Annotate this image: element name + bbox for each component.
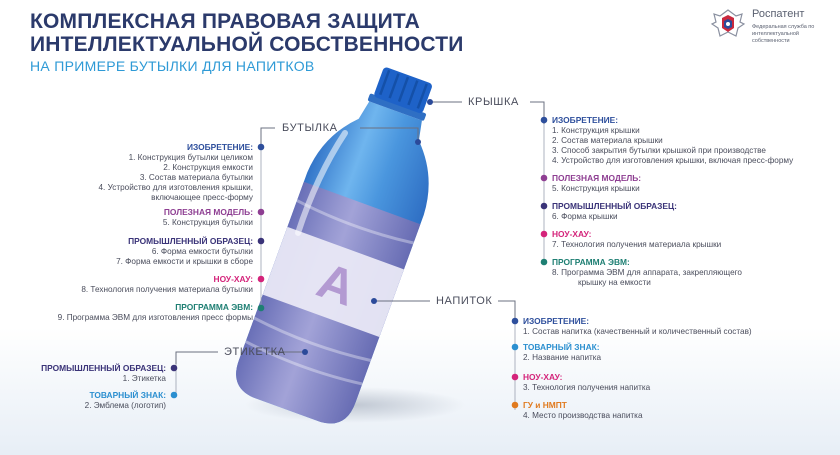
- group-heading: ИЗОБРЕТЕНИЕ:: [552, 115, 619, 125]
- section-label-bottle: БУТЫЛКА: [282, 122, 338, 134]
- section-label-label: ЭТИКЕТКА: [224, 346, 286, 358]
- drink-group-trademark: [523, 342, 823, 363]
- group-heading: ПРОГРАММА ЭВМ:: [552, 257, 630, 267]
- bottle-group-know-how: [33, 274, 253, 295]
- list-item: включающее пресс-форму: [151, 193, 253, 203]
- title-line-2: ИНТЕЛЛЕКТУАЛЬНОЙ СОБСТВЕННОСТИ: [30, 33, 464, 56]
- subtitle: НА ПРИМЕРЕ БУТЫЛКИ ДЛЯ НАПИТКОВ: [30, 58, 315, 74]
- list-item: 3. Состав материала бутылки: [139, 172, 253, 182]
- list-item: крышку на емкости: [578, 277, 651, 287]
- bottle-group-industrial-design: [53, 236, 253, 267]
- list-item: 2. Название напитка: [523, 352, 602, 362]
- list-item: 1. Состав напитка (качественный и количественный состав): [523, 326, 752, 336]
- group-heading: НОУ-ХАУ:: [552, 229, 592, 239]
- cap-group-invention: [552, 115, 832, 166]
- bottle-group-invention: [53, 142, 253, 204]
- group-heading: НОУ-ХАУ:: [523, 372, 563, 382]
- list-item: 4. Место производства напитка: [523, 410, 643, 420]
- group-heading: ПРОМЫШЛЕННЫЙ ОБРАЗЕЦ:: [552, 201, 677, 211]
- group-heading: ПРОМЫШЛЕННЫЙ ОБРАЗЕЦ:: [128, 236, 253, 246]
- list-item: 9. Программа ЭВМ для изготовления пресс формы: [57, 312, 253, 322]
- group-heading: ПОЛЕЗНАЯ МОДЕЛЬ:: [163, 207, 253, 217]
- list-item: 3. Способ закрытия бутылки крышкой при производстве: [552, 145, 766, 155]
- drink-group-geo-indication: [523, 400, 823, 421]
- logo-description: Федеральная служба по интеллектуальной собственности: [752, 24, 815, 44]
- list-item: 8. Технология получения материала бутылки: [81, 284, 253, 294]
- cap-group-industrial-design: [552, 201, 832, 222]
- list-item: 4. Устройство для изготовления крышки,: [98, 183, 253, 193]
- logo-name: Роспатент: [752, 8, 805, 20]
- group-heading: ПРОМЫШЛЕННЫЙ ОБРАЗЕЦ:: [41, 363, 166, 373]
- group-heading: ТОВАРНЫЙ ЗНАК:: [89, 390, 166, 400]
- section-label-cap: КРЫШКА: [468, 96, 519, 108]
- list-item: 1. Конструкция крышки: [552, 125, 640, 135]
- title-line-1: КОМПЛЕКСНАЯ ПРАВОВАЯ ЗАЩИТА: [30, 10, 420, 33]
- label-group-industrial-design: [6, 363, 166, 384]
- list-item: 6. Форма крышки: [552, 211, 618, 221]
- list-item: 5. Конструкция крышки: [552, 183, 640, 193]
- list-item: 2. Конструкция емкости: [163, 162, 253, 172]
- group-heading: ПРОГРАММА ЭВМ:: [175, 302, 253, 312]
- cap-group-utility-model: [552, 173, 832, 194]
- list-item: 6. Форма емкости бутылки: [151, 246, 253, 256]
- list-item: 8. Программа ЭВМ для аппарата, закрепляющего: [552, 267, 742, 277]
- bottle-label-mark: А: [310, 251, 364, 317]
- list-item: 4. Устройство для изготовления крышки, включая пресс-форму: [552, 156, 794, 166]
- label-group-trademark: [6, 390, 166, 411]
- group-heading: ТОВАРНЫЙ ЗНАК:: [523, 342, 600, 352]
- cap-group-know-how: [552, 229, 832, 250]
- list-item: 7. Технология получения материала крышки: [552, 239, 722, 249]
- list-item: 2. Эмблема (логотип): [84, 400, 166, 410]
- bottle-illustration: [229, 54, 467, 431]
- section-label-drink: НАПИТОК: [436, 295, 493, 307]
- group-heading: ИЗОБРЕТЕНИЕ:: [186, 142, 253, 152]
- drink-group-invention: [523, 316, 823, 337]
- drink-group-know-how: [523, 372, 823, 393]
- bottle-group-software: [13, 302, 253, 323]
- group-heading: ГУ и НМПТ: [523, 400, 567, 410]
- list-item: 1. Конструкция бутылки целиком: [128, 152, 253, 162]
- list-item: 7. Форма емкости и крышки в сборе: [116, 256, 253, 266]
- list-item: 2. Состав материала крышки: [552, 135, 663, 145]
- bottle-group-utility-model: [53, 207, 253, 228]
- group-heading: ИЗОБРЕТЕНИЕ:: [523, 316, 590, 326]
- list-item: 3. Технология получения напитка: [523, 382, 651, 392]
- list-item: 1. Этикетка: [122, 373, 166, 383]
- group-heading: НОУ-ХАУ:: [213, 274, 253, 284]
- list-item: 5. Конструкция бутылки: [162, 217, 253, 227]
- cap-group-software: [552, 257, 832, 288]
- group-heading: ПОЛЕЗНАЯ МОДЕЛЬ:: [552, 173, 642, 183]
